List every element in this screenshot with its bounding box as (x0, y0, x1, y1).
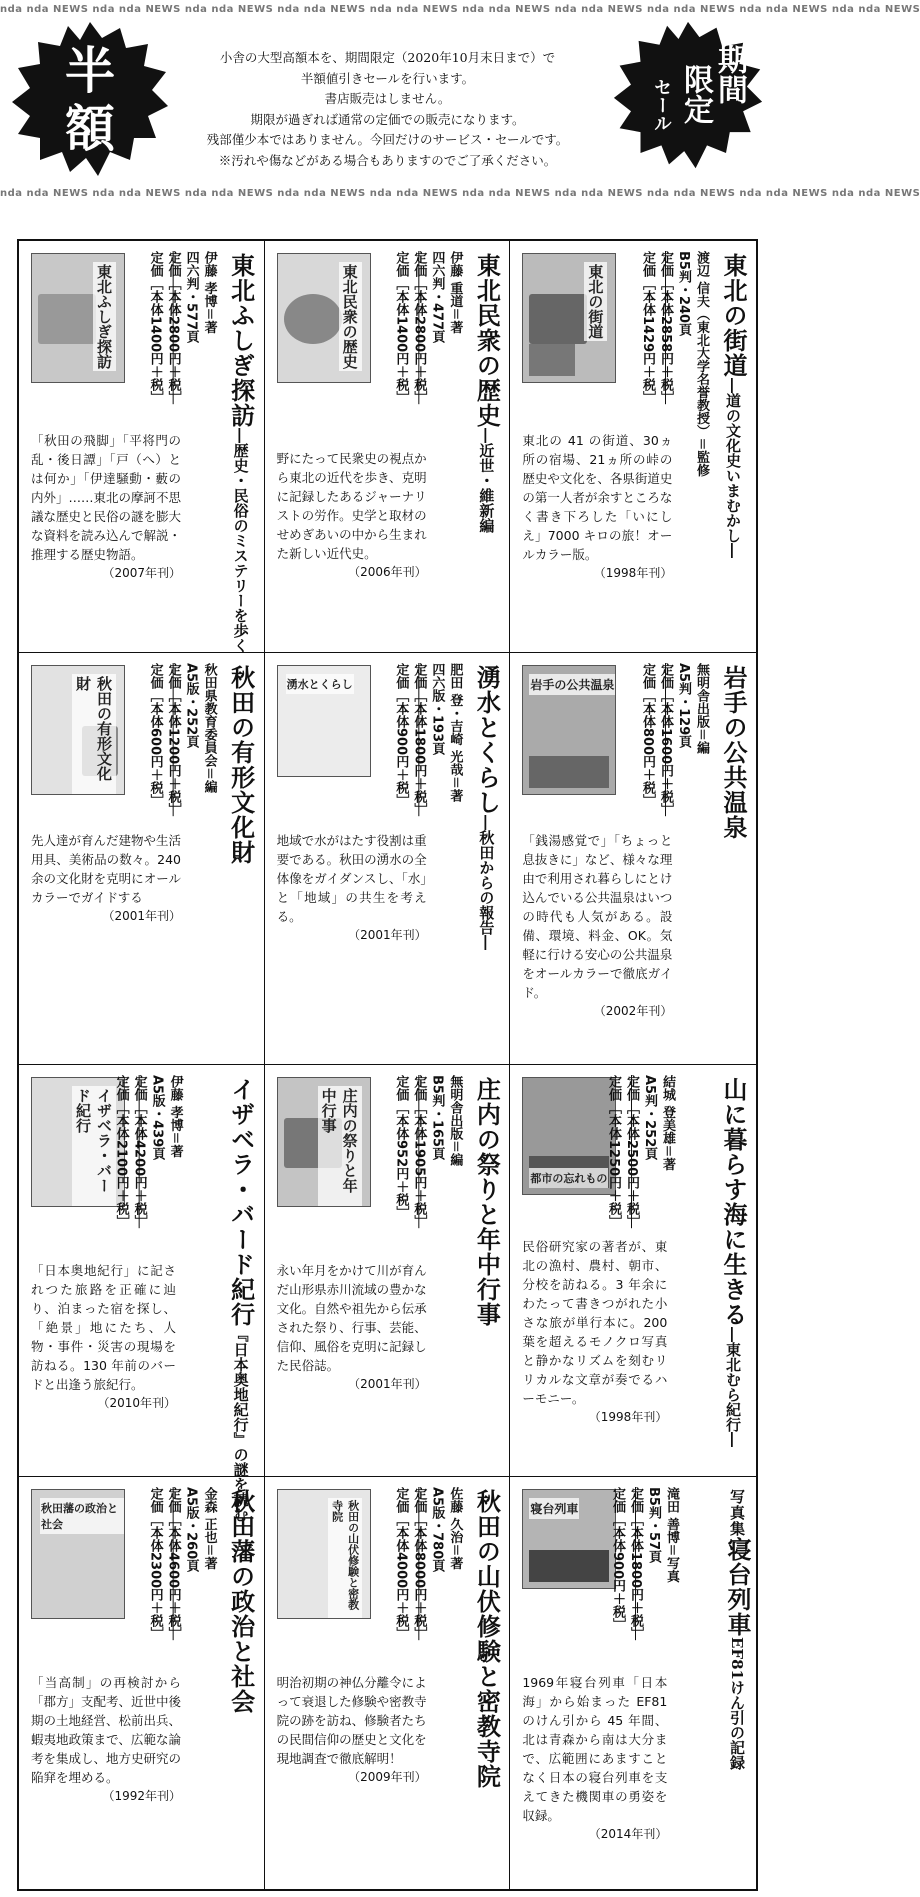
book-format: 四六版・193頁 (429, 663, 445, 756)
book-author: 伊藤 孝博＝著 (201, 251, 217, 334)
cover-title: 寝台列車 (529, 1498, 579, 1519)
book-author: 無明舎出版＝編 (447, 1075, 463, 1167)
book-meta (146, 1487, 218, 1640)
book-sale-price: 定価［本体800円＋税］ (640, 663, 655, 808)
book-title (718, 1077, 748, 1447)
description-text: 東北の 41 の街道、30ヵ所の宿場、21ヵ所の峠の歴史や文化を、各県街道史の第一人者が余すところなく書き下ろした「いにしえ」7000 キロの旅！オールカラー版。 (522, 433, 673, 562)
book-cover-image (277, 253, 371, 383)
book-title-main: イザベラ・バード紀行 (226, 1077, 256, 1327)
book-author: 無明舎出版＝編 (694, 663, 709, 755)
book-title-main: 秋田の有形文化財 (226, 665, 256, 865)
book-card (19, 241, 265, 653)
sale-notice (175, 48, 600, 171)
book-description (522, 831, 672, 1021)
book-subtitle: EF81けん引の記録 (728, 1637, 746, 1770)
book-meta (391, 251, 463, 404)
publication-year: （2014年刊） (588, 1827, 668, 1841)
description-text: 1969年寝台列車「日本海」から始まった EF81 のけん引から 45 年間、北は青森から南は大分まで、広範囲にあますことなく日本の寝台列車を支えてきた機関車の勇姿を収録。 (522, 1675, 668, 1823)
publication-year: （2001年刊） (102, 909, 181, 923)
book-meta (146, 251, 218, 404)
notice-line: ※汚れや傷などがある場合もありますのでご了承ください。 (218, 152, 557, 168)
book-description (277, 1673, 427, 1787)
book-description (31, 1261, 176, 1413)
cover-title: 秋田の有形文化財 (72, 674, 116, 794)
publication-year: （1998年刊） (588, 1410, 668, 1424)
book-author: 金森 正也＝著 (201, 1487, 217, 1570)
description-text: 「日本奥地紀行」に記されつた旅路を正確に辿り、泊まった宿を探し、「絶景」地にたち、人物・事件・災害の現場を訪ねる。130 年前のバードと出逢う旅紀行。 (31, 1263, 176, 1392)
cover-title: 秋田藩の政治と社会 (40, 1498, 124, 1534)
description-text: 野にたって民衆史の視点から東北の近代を歩き、克明に記録したあるジャーナリストの労作。史学と取材のせめぎあいの中から生まれた新しい近代史。 (276, 451, 427, 561)
book-card (19, 1477, 265, 1889)
book-description (522, 1237, 667, 1427)
book-regular-price: 定価［本体2800円＋税］ (411, 251, 427, 405)
news-strip-bottom: nda nda NEWS nda nda NEWS nda nda NEWS nda nda NEWS nda nda NEWS nda nda NEWS nda nda NEWS nda nda NEWS nda nda NEWS nda nda NEWS (0, 188, 920, 199)
notice-line: 書店販売はしません。 (324, 91, 451, 106)
book-sale-price: 定価［本体2100円＋税］ (113, 1075, 129, 1229)
book-cover-image (31, 253, 125, 383)
book-description (277, 449, 427, 582)
description-text: 明治初期の神仏分離令によって衰退した修験や密教寺院の跡を訪ね、修験者たちの民間信仰の歴史と文化を現地調査で徹底解明！ (276, 1675, 427, 1766)
book-sale-price: 定価［本体900円＋税］ (610, 1487, 625, 1632)
book-subtitle: 『日本奥地紀行』の謎を読む (231, 1327, 250, 1522)
book-format: A5版・780頁 (429, 1487, 445, 1573)
book-grid (17, 239, 758, 1891)
book-subtitle: ―東北むら紀行― (724, 1327, 742, 1447)
book-cover-image (31, 1489, 125, 1619)
book-title (471, 1077, 501, 1327)
book-format: A5版・439頁 (149, 1075, 165, 1161)
book-title-main: 東北の街道 (719, 253, 748, 378)
notice-line: 小舎の大型高額本を、期間限定（2020年10月末日まで）で (219, 50, 556, 65)
book-format: B5判・57頁 (646, 1487, 661, 1564)
book-card (510, 653, 756, 1065)
book-meta (638, 663, 710, 816)
book-regular-price: 定価［本体2500円＋税］ (624, 1075, 639, 1229)
cover-title: 都市の忘れもの (529, 1168, 608, 1188)
book-meta (146, 663, 218, 816)
book-author: 渡辺 信夫（東北大学名誉教授）＝監修 (694, 251, 709, 477)
book-regular-price: 定価［本体1800円＋税］ (628, 1487, 643, 1641)
book-title-main: 庄内の祭りと年中行事 (472, 1077, 502, 1327)
book-sale-price: 定価［本体952円＋税］ (393, 1075, 409, 1220)
book-author: 佐藤 久治＝著 (447, 1487, 463, 1570)
book-card (19, 653, 265, 1065)
publication-year: （2007年刊） (102, 566, 181, 580)
cover-title: 秋田の山伏修験と密教寺院 (328, 1498, 362, 1618)
book-title (471, 665, 501, 950)
publication-year: （1992年刊） (102, 1789, 181, 1803)
book-card (510, 1065, 756, 1477)
book-title (718, 253, 748, 558)
book-author: 滝田 善博＝写真 (664, 1487, 679, 1583)
book-cover-image (522, 665, 616, 795)
publication-year: （2002年刊） (593, 1004, 673, 1018)
book-title-main: 寝台列車 (723, 1537, 752, 1637)
book-author: 伊藤 孝博＝著 (167, 1075, 183, 1158)
news-strip-top: nda nda NEWS nda nda NEWS nda nda NEWS nda nda NEWS nda nda NEWS nda nda NEWS nda nda NEWS nda nda NEWS nda nda NEWS nda nda NEWS (0, 4, 920, 15)
book-regular-price: 定価［本体8000円＋税］ (411, 1487, 427, 1641)
book-format: A5判・252頁 (642, 1075, 657, 1161)
book-meta (608, 1487, 680, 1640)
book-regular-price: 定価［本体1905円＋税］ (411, 1075, 427, 1229)
description-text: 先人達が育んだ建物や生活用具、美術品の数々。240 余の文化財を克明にオールカラーでガイドする (31, 833, 182, 905)
book-title (471, 253, 501, 533)
book-sale-price: 定価［本体1400円＋税］ (393, 251, 409, 405)
book-cover-image (277, 1077, 371, 1207)
book-regular-price: 定価［本体4600円＋税］ (165, 1487, 181, 1641)
half-price-badge (10, 20, 170, 180)
book-subtitle: ―近世・維新編 (477, 428, 496, 533)
book-title-main: 秋田の山伏修験と密教寺院 (472, 1489, 502, 1789)
book-cover-image (522, 253, 616, 383)
book-title (471, 1489, 501, 1789)
book-title-main: 東北民衆の歴史 (472, 253, 502, 428)
publication-year: （1998年刊） (593, 566, 673, 580)
book-format: A5版・260頁 (183, 1487, 199, 1573)
book-regular-price: 定価［本体1200円＋税］ (165, 663, 181, 817)
limited-sale-col-1: 期間 (712, 44, 747, 104)
book-regular-price: 定価［本体1600円＋税］ (658, 663, 673, 817)
book-card (510, 1477, 756, 1889)
cover-title: 東北ふしぎ探訪 (93, 262, 116, 371)
book-author: 肥田 登・吉崎 光哉＝著 (447, 663, 463, 803)
book-sale-price: 定価［本体2300円＋税］ (147, 1487, 163, 1641)
book-cover-image (31, 665, 125, 795)
book-sale-price: 定価［本体4000円＋税］ (393, 1487, 409, 1641)
book-sale-price: 定価［本体1400円＋税］ (147, 251, 163, 405)
book-description (31, 431, 181, 583)
book-sale-price: 定価［本体1429円＋税］ (640, 251, 655, 405)
description-text: 「秋田の飛脚」「平将門の乱・後日譚」「戸（へ）とは何か」「伊達騒動・藪の内外」……東北の摩訶不思議な歴史と民俗の謎を膨大な資料を読み込んで解説・推理する歴史物語。 (31, 433, 182, 562)
book-description (277, 1261, 427, 1394)
book-format: 四六判・577頁 (183, 251, 199, 344)
cover-title: 湧水とくらし (286, 674, 354, 694)
book-regular-price: 定価［本体4200円＋税］ (131, 1075, 147, 1229)
book-description (277, 831, 427, 945)
book-regular-price: 定価［本体2800円＋税］ (165, 251, 181, 405)
book-cover-image (522, 1077, 616, 1195)
book-sale-price: 定価［本体600円＋税］ (147, 663, 163, 808)
book-subtitle: ―道の文化史いまむかし― (724, 378, 742, 558)
book-meta (112, 1075, 184, 1228)
description-text: 民俗研究家の著者が、東北の漁村、農村、朝市、分校を訪ねる。3 年余にわたって書きつがれた小さな旅が単行本に。200 葉を超えるモノクロ写真と静かなリズムを刻むリリカルな文章が奏でるハーモニー。 (522, 1239, 668, 1406)
publication-year: （2001年刊） (348, 1377, 427, 1391)
book-format: B5判・165頁 (429, 1075, 445, 1161)
book-meta (604, 1075, 676, 1228)
book-title-main: 湧水とくらし (472, 665, 502, 815)
book-author: 結城 登美雄＝著 (660, 1075, 675, 1171)
book-regular-price: 定価［本体2858円＋税］ (658, 251, 673, 405)
book-cover-image (277, 665, 371, 777)
book-title (226, 1077, 256, 1522)
book-meta (391, 1487, 463, 1640)
book-card (265, 241, 511, 653)
book-card (265, 1065, 511, 1477)
book-description (31, 831, 181, 926)
description-text: 「銭湯感覚で」「ちょっと息抜きに」など、様々な理由で利用され暮らしにとけ込んでいる公共温泉はいつの時代も人気がある。設備、環境、料金、OK。気軽に行ける安心の公共温泉をオールカラーで徹底ガイド。 (522, 833, 673, 1000)
book-subtitle: ―歴史・民俗のミステリーを歩く (231, 428, 250, 653)
description-text: 「当高制」の再検討から「郡方」支配考、近世中後期の土地経営、松前出兵、蝦夷地政策まで、広範な論考を集成し、地方史研究の陥穽を埋める。 (31, 1675, 182, 1785)
book-author: 伊藤 重道＝著 (447, 251, 463, 334)
book-sale-price: 定価［本体900円＋税］ (393, 663, 409, 808)
book-format: A5判・129頁 (676, 663, 691, 749)
book-sale-price: 定価［本体1250円＋税］ (606, 1075, 621, 1229)
publication-year: （2010年刊） (97, 1396, 176, 1410)
book-title (718, 665, 748, 840)
book-cover-image (277, 1489, 371, 1619)
book-card (265, 1477, 511, 1889)
book-series-label: 写真集 (728, 1489, 746, 1537)
book-title-main: 秋田藩の政治と社会 (226, 1489, 256, 1714)
cover-title: 東北の街道 (584, 262, 607, 341)
book-subtitle: ―秋田からの報告― (477, 815, 496, 950)
book-title (226, 665, 256, 865)
notice-line: 半額値引きセールを行います。 (300, 70, 475, 86)
description-text: 永い年月をかけて川が育んだ山形県赤川流域の豊かな文化。自然や祖先から伝承された祭り、行事、芸能、信仰、風俗を克明に記録した民俗誌。 (276, 1263, 427, 1373)
description-text: 地域で水がはたす役割は重要である。秋田の湧水の全体像をガイダンスし、「水」と「地域」の共生を考える。 (276, 833, 427, 924)
book-format: 四六判・477頁 (429, 251, 445, 344)
book-description (522, 431, 672, 583)
limited-sale-badge (612, 20, 764, 172)
book-author: 秋田県教育委員会＝編 (201, 663, 217, 794)
book-title (226, 1489, 256, 1714)
book-title (722, 1489, 752, 1770)
notice-line: 期限が過ぎれば通常の定価での販売になります。 (250, 111, 525, 127)
cover-title: イザベラ・バード紀行 (72, 1086, 116, 1206)
limited-sale-col-2: 限定 (678, 64, 713, 124)
publication-year: （2001年刊） (348, 928, 427, 942)
notice-line: 残部僅少本ではありません。今回だけのサービス・セールです。 (206, 132, 569, 147)
book-format: A5版・252頁 (183, 663, 199, 749)
publication-year: （2009年刊） (348, 1770, 427, 1784)
book-meta (391, 663, 463, 816)
book-meta (391, 1075, 463, 1228)
publication-year: （2006年刊） (348, 565, 427, 579)
book-title (226, 253, 256, 653)
book-title-main: 山に暮らす海に生きる (719, 1077, 748, 1327)
book-title-main: 東北ふしぎ探訪 (226, 253, 256, 428)
limited-sale-col-3: セール (651, 78, 672, 132)
book-title-main: 岩手の公共温泉 (719, 665, 748, 840)
book-regular-price: 定価［本体1800円＋税］ (411, 663, 427, 817)
cover-title: 庄内の祭りと年中行事 (318, 1086, 362, 1206)
cover-title: 東北民衆の歴史 (339, 262, 362, 371)
book-cover-image (522, 1489, 616, 1589)
book-description (31, 1673, 181, 1806)
half-price-text: 半額 (65, 41, 115, 158)
book-description (522, 1673, 667, 1844)
cover-title: 岩手の公共温泉 (529, 674, 615, 695)
book-card (510, 241, 756, 653)
book-card (265, 653, 511, 1065)
book-format: B5判・240頁 (676, 251, 691, 337)
